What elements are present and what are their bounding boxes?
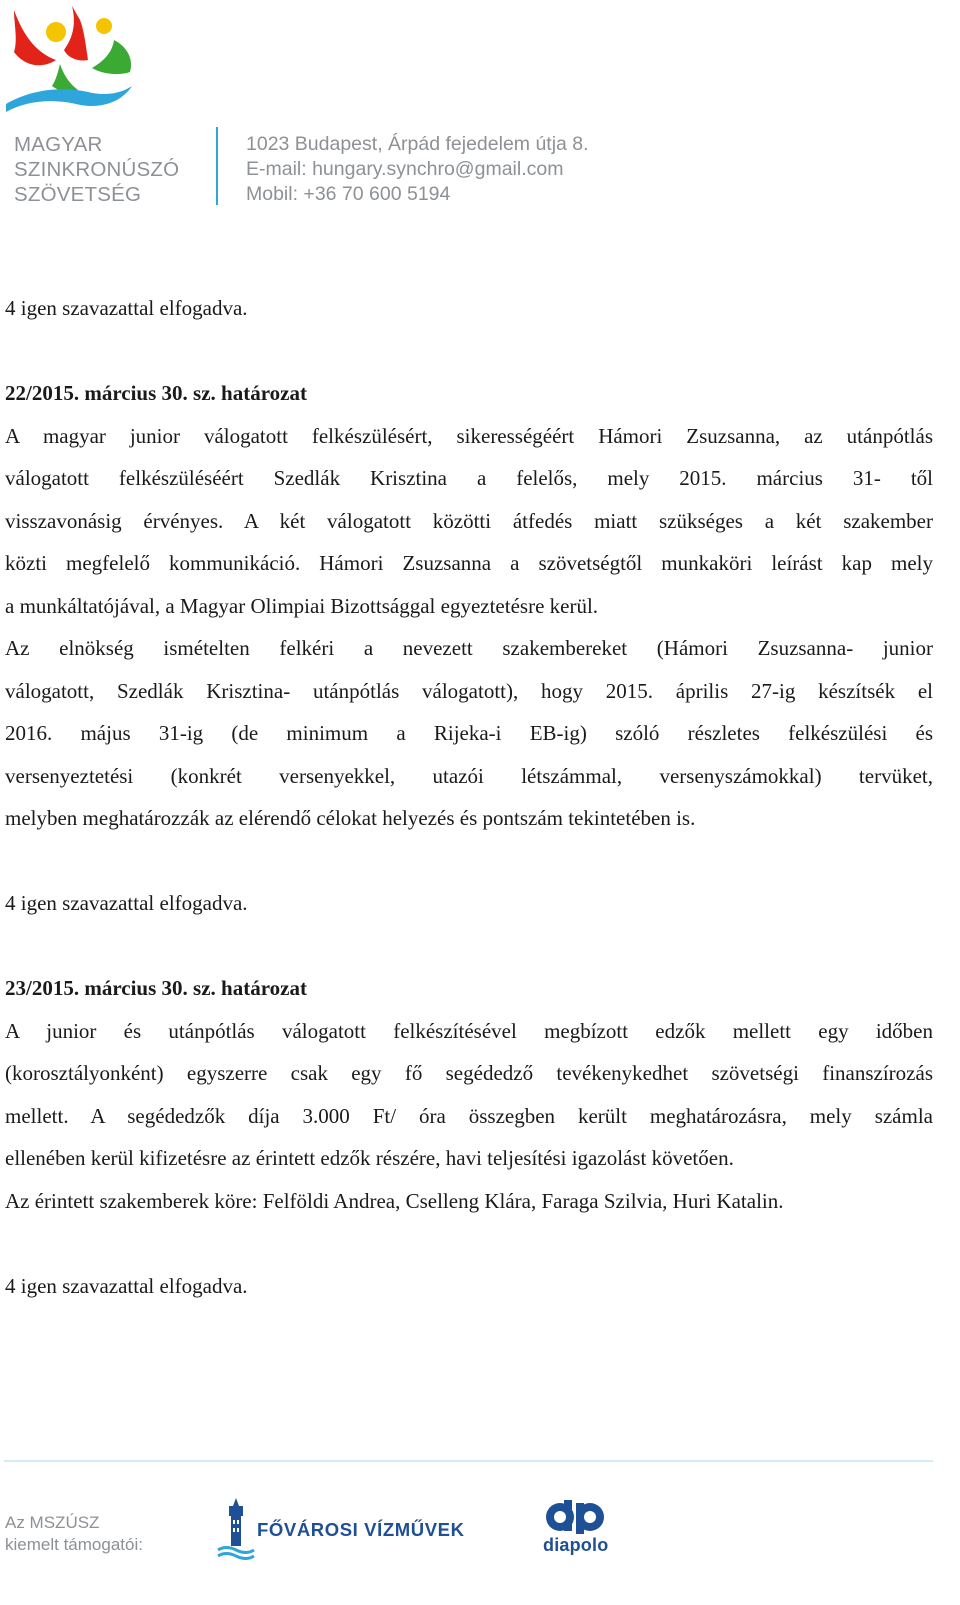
sponsors-label-line: kiemelt támogatói: — [5, 1535, 143, 1554]
text-line: ellenében kerül kifizetésre az érintett edzők részére, havi teljesítési igazolást követően. — [5, 1146, 734, 1170]
text-line: válogatott felkészüléséért Szedlák Krisztina a felelős, mely 2015. március 31- től — [5, 466, 933, 490]
sponsors-label — [5, 1512, 143, 1556]
text-line: melyben meghatározzák az elérendő célokat helyezés és pontszám tekintetében is. — [5, 806, 696, 830]
email: E-mail: hungary.synchro@gmail.com — [246, 158, 564, 180]
text-line: A junior és utánpótlás válogatott felkészítésével megbízott edzők mellett egy időben — [5, 1018, 933, 1043]
vote-result: 4 igen szavazattal elfogadva. — [5, 1273, 248, 1298]
text-line: válogatott, Szedlák Krisztina- utánpótlás válogatott), hogy 2015. április 27-ig készítsék el — [5, 678, 933, 703]
footer-divider — [4, 1460, 933, 1462]
text-line: 2016. május 31-ig (de minimum a Rijeka-i EB-ig) szóló részletes felkészülési és — [5, 721, 933, 745]
text-line: (korosztályonként) egyszerre csak egy fő segédedző tevékenykedhet szövetségi finanszírozás — [5, 1061, 933, 1085]
text-line: közti megfelelő kommunikáció. Hámori Zsuzsanna a szövetségtől munkaköri leírást kap mely — [5, 551, 933, 575]
org-name-line: MAGYAR — [14, 133, 103, 156]
text-line: A magyar junior válogatott felkészülésért, sikerességéért Hámori Zsuzsanna, az utánpótlás — [5, 423, 933, 448]
sponsor-fovarosi-vizmuvek: FŐVÁROSI VÍZMŰVEK — [257, 1519, 465, 1540]
water-tower-icon — [216, 1498, 256, 1560]
vote-result: 4 igen szavazattal elfogadva. — [5, 296, 248, 320]
text-line: Az érintett szakemberek köre: Felföldi Andrea, Cselleng Klára, Faraga Szilvia, Huri Katalin. — [5, 1188, 784, 1213]
sponsors-label-line: Az MSZÚSZ — [5, 1513, 100, 1532]
text-line: versenyeztetési (konkrét versenyekkel, utazói létszámmal, versenyszámokkal) tervüket, — [5, 763, 933, 788]
federation-logo — [4, 2, 139, 122]
text-line: a munkáltatójával, a Magyar Olimpiai Bizottsággal egyeztetésre kerül. — [5, 593, 599, 618]
resolution-title: 22/2015. március 30. sz. határozat — [5, 381, 307, 405]
letterhead — [0, 0, 960, 215]
diapolo-logo-icon — [542, 1500, 618, 1534]
text-line: Az elnökség ismételten felkéri a nevezett szakembereket (Hámori Zsuzsanna- junior — [5, 636, 933, 660]
mobile: Mobil: +36 70 600 5194 — [246, 183, 451, 205]
text-line: visszavonásig érvényes. A két válogatott közötti átfedés miatt szükséges a két szakember — [5, 508, 933, 533]
sponsor-diapolo: diapolo — [543, 1535, 609, 1555]
document-body — [5, 287, 933, 1307]
vote-result: 4 igen szavazattal elfogadva. — [5, 891, 248, 915]
org-name-line: SZÖVETSÉG — [14, 183, 142, 206]
org-name-line: SZINKRONÚSZÓ — [14, 158, 180, 181]
address: 1023 Budapest, Árpád fejedelem útja 8. — [246, 133, 589, 155]
header-divider — [216, 127, 218, 205]
contact-block — [246, 132, 589, 207]
resolution-title: 23/2015. március 30. sz. határozat — [5, 976, 307, 1000]
organization-name — [14, 132, 179, 207]
text-line: mellett. A segédedzők díja 3.000 Ft/ óra összegben került meghatározásra, mely számla — [5, 1103, 933, 1128]
